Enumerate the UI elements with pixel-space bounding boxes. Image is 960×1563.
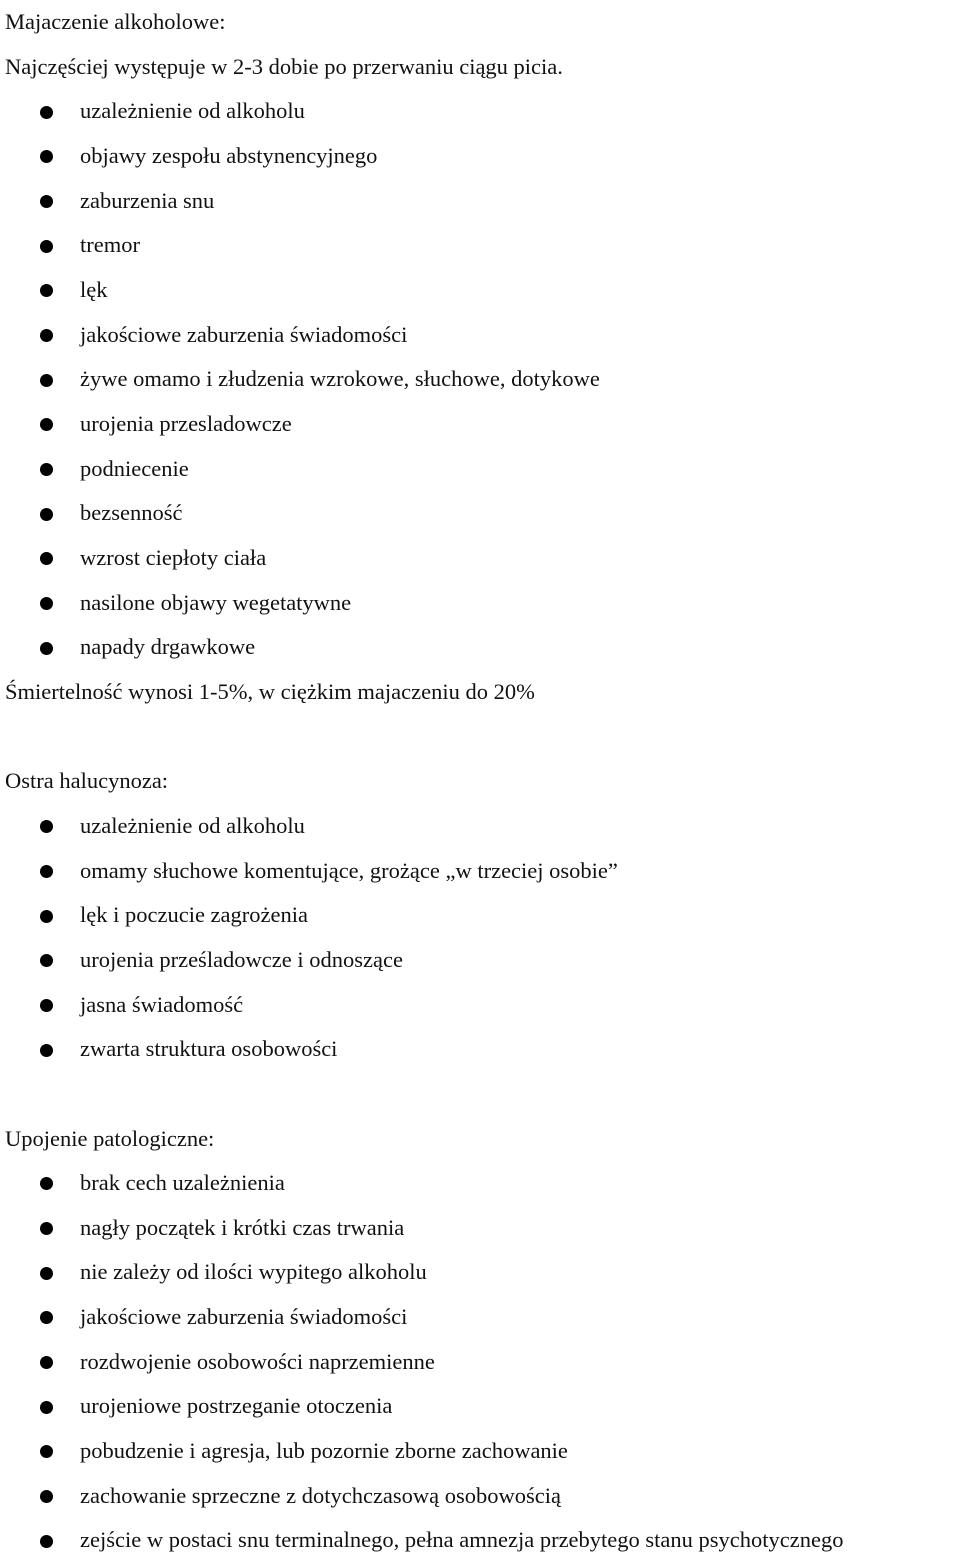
- bullet-icon: [40, 418, 53, 431]
- mortality-note: Śmiertelność wynosi 1-5%, w ciężkim majaczeniu do 20%: [5, 678, 535, 704]
- bullet-icon: [40, 865, 53, 878]
- section-heading-hallucinosis: Ostra halucynoza:: [5, 768, 169, 794]
- delirium-list-item: [0, 179, 960, 224]
- bullet-icon: [40, 195, 53, 208]
- list-item-text: urojenia przesladowcze: [80, 410, 292, 436]
- bullet-icon: [40, 820, 53, 833]
- bullet-icon: [40, 1311, 53, 1324]
- delirium-list-item: [0, 89, 960, 134]
- pathological-list-item: [0, 1295, 960, 1340]
- list-item-text: objawy zespołu abstynencyjnego: [80, 142, 378, 168]
- list-item-text: nagły początek i krótki czas trwania: [80, 1214, 405, 1240]
- list-item-text: napady drgawkowe: [80, 634, 256, 660]
- bullet-icon: [40, 508, 53, 521]
- hallucinosis-list-item: [0, 804, 960, 849]
- bullet-icon: [40, 1445, 53, 1458]
- bullet-icon: [40, 1490, 53, 1503]
- bullet-icon: [40, 1401, 53, 1414]
- list-item-text: pobudzenie i agresja, lub pozornie zborne zachowanie: [80, 1438, 568, 1464]
- pathological-list-item: [0, 1161, 960, 1206]
- bullet-icon: [40, 463, 53, 476]
- bullet-icon: [40, 552, 53, 565]
- list-item-text: podniecenie: [80, 455, 189, 481]
- bullet-icon: [40, 1177, 53, 1190]
- pathological-list-item: [0, 1250, 960, 1295]
- delirium-list-item: [0, 268, 960, 313]
- delirium-list-item: [0, 491, 960, 536]
- delirium-list-item: [0, 447, 960, 492]
- delirium-list-item: [0, 223, 960, 268]
- list-item-text: zachowanie sprzeczne z dotychczasową osobowością: [80, 1482, 562, 1508]
- list-item-text: urojeniowe postrzeganie otoczenia: [80, 1393, 393, 1419]
- pathological-list-item: [0, 1474, 960, 1519]
- pathological-list-item: [0, 1340, 960, 1385]
- bullet-icon: [40, 954, 53, 967]
- bullet-icon: [40, 150, 53, 163]
- hallucinosis-list-item: [0, 849, 960, 894]
- delirium-list-item: [0, 357, 960, 402]
- bullet-icon: [40, 329, 53, 342]
- hallucinosis-list-item: [0, 983, 960, 1028]
- hallucinosis-list-item: [0, 1027, 960, 1072]
- section-heading-pathological: Upojenie patologiczne:: [5, 1125, 215, 1151]
- section-heading-delirium: Majaczenie alkoholowe:: [5, 9, 226, 34]
- bullet-icon: [40, 1044, 53, 1057]
- list-item-text: bezsenność: [80, 500, 183, 526]
- pathological-list-item: [0, 1384, 960, 1429]
- list-item-text: jasna świadomość: [80, 991, 244, 1017]
- hallucinosis-list-item: [0, 893, 960, 938]
- list-item-text: lęk: [80, 276, 108, 302]
- delirium-list-item: [0, 313, 960, 358]
- list-item-text: rozdwojenie osobowości naprzemienne: [80, 1348, 435, 1374]
- bullet-icon: [40, 284, 53, 297]
- list-item-text: wzrost ciepłoty ciała: [80, 544, 267, 570]
- bullet-icon: [40, 597, 53, 610]
- hallucinosis-list-item: [0, 938, 960, 983]
- list-item-text: zejście w postaci snu terminalnego, pełna amnezja przebytego stanu psychotycznego: [80, 1527, 844, 1553]
- list-item-text: omamy słuchowe komentujące, grożące „w trzeciej osobie”: [80, 857, 618, 883]
- bullet-icon: [40, 1535, 53, 1548]
- bullet-icon: [40, 642, 53, 655]
- delirium-list-item: [0, 402, 960, 447]
- list-item-text: uzależnienie od alkoholu: [80, 98, 305, 124]
- list-item-text: tremor: [80, 232, 140, 258]
- list-item-text: jakościowe zaburzenia świadomości: [80, 321, 408, 347]
- bullet-icon: [40, 1267, 53, 1280]
- delirium-list-item: [0, 134, 960, 179]
- bullet-icon: [40, 1356, 53, 1369]
- list-item-text: nasilone objawy wegetatywne: [80, 589, 352, 615]
- list-item-text: uzależnienie od alkoholu: [80, 812, 305, 838]
- bullet-icon: [40, 240, 53, 253]
- delirium-intro: Najczęściej występuje w 2-3 dobie po przerwaniu ciągu picia.: [5, 53, 563, 79]
- list-item-text: urojenia prześladowcze i odnoszące: [80, 946, 403, 972]
- list-item-text: zwarta struktura osobowości: [80, 1036, 338, 1062]
- delirium-list-item: [0, 581, 960, 626]
- list-item-text: zaburzenia snu: [80, 187, 215, 213]
- delirium-list-item: [0, 536, 960, 581]
- bullet-icon: [40, 106, 53, 119]
- list-item-text: żywe omamo i złudzenia wzrokowe, słuchowe, dotykowe: [80, 366, 600, 392]
- bullet-icon: [40, 910, 53, 923]
- list-item-text: brak cech uzależnienia: [80, 1170, 285, 1196]
- list-item-text: jakościowe zaburzenia świadomości: [80, 1304, 408, 1330]
- list-item-text: lęk i poczucie zagrożenia: [80, 902, 308, 928]
- delirium-list-item: [0, 625, 960, 670]
- pathological-list-item: [0, 1429, 960, 1474]
- pathological-list-item: [0, 1206, 960, 1251]
- list-item-text: nie zależy od ilości wypitego alkoholu: [80, 1259, 427, 1285]
- bullet-icon: [40, 999, 53, 1012]
- bullet-icon: [40, 1222, 53, 1235]
- pathological-list-item: [0, 1518, 960, 1563]
- bullet-icon: [40, 374, 53, 387]
